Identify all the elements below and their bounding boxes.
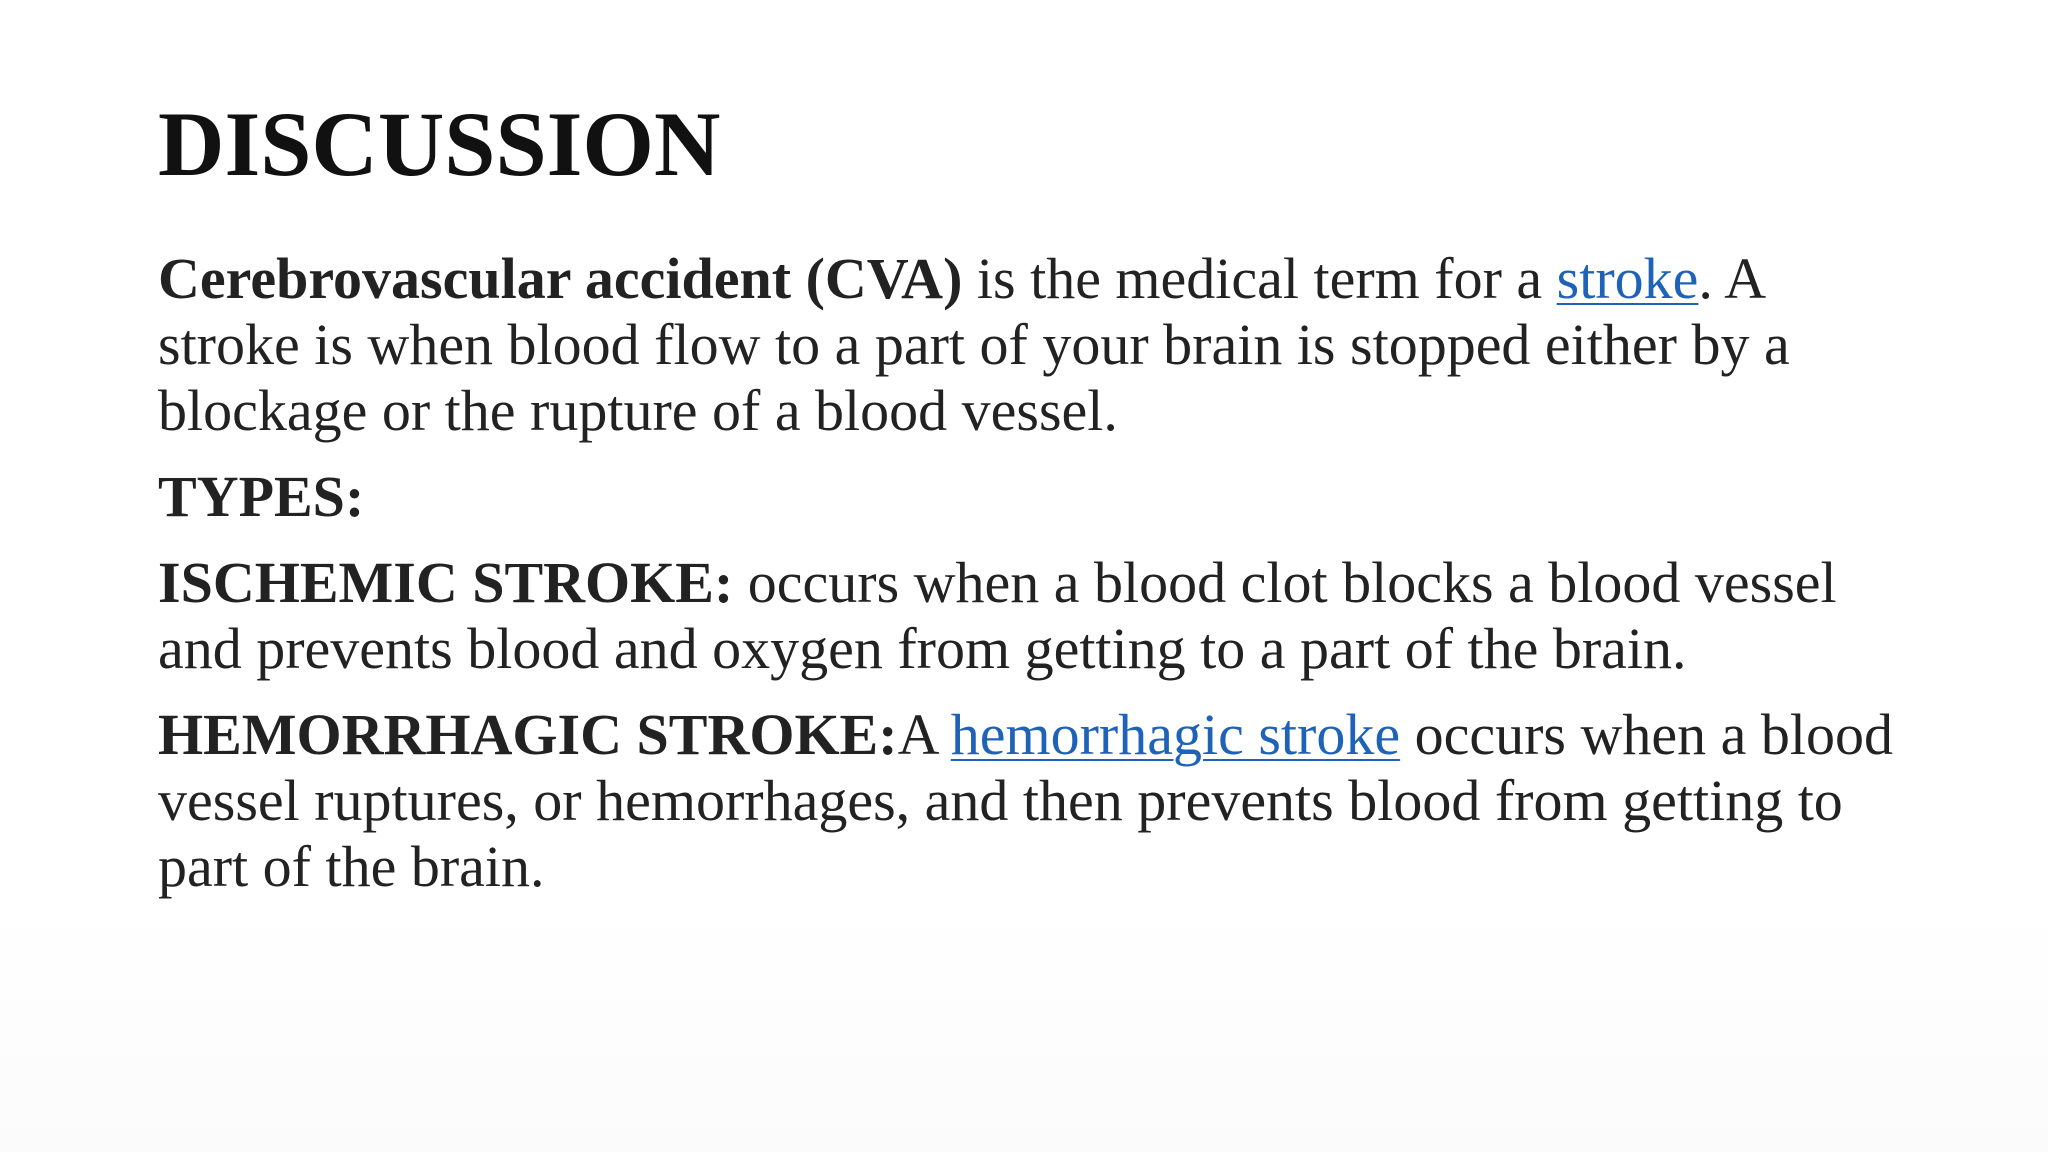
types-heading: TYPES: bbox=[158, 464, 365, 529]
hemorrhagic-text-after-link: occurs when a blood vessel ruptures, or hemorrhages, and then prevents blood from getting to part of the brain. bbox=[158, 702, 1893, 899]
hemorrhagic-label: HEMORRHAGIC STROKE: bbox=[158, 702, 898, 767]
hemorrhagic-stroke-link[interactable]: hemorrhagic stroke bbox=[950, 702, 1401, 767]
stroke-link[interactable]: stroke bbox=[1556, 246, 1699, 311]
ischemic-text: occurs when a blood clot blocks a blood vessel and prevents blood and oxygen from getting to a part of the brain. bbox=[158, 550, 1837, 681]
cva-term: Cerebrovascular accident (CVA) bbox=[158, 246, 963, 311]
ischemic-label: ISCHEMIC STROKE: bbox=[158, 550, 734, 615]
slide-content bbox=[158, 246, 1918, 920]
ischemic-paragraph bbox=[158, 550, 1918, 682]
definition-text-after-link: . A stroke is when blood flow to a part of your brain is stopped either by a blockage or the rupture of a blood vessel. bbox=[158, 246, 1790, 443]
definition-text-before-link: is the medical term for a bbox=[962, 246, 1557, 311]
definition-paragraph bbox=[158, 246, 1918, 444]
hemorrhagic-paragraph bbox=[158, 702, 1918, 900]
hemorrhagic-text-before-link: A bbox=[897, 702, 951, 767]
slide-title: DISCUSSION bbox=[158, 93, 721, 195]
background-shade bbox=[0, 900, 2048, 1152]
